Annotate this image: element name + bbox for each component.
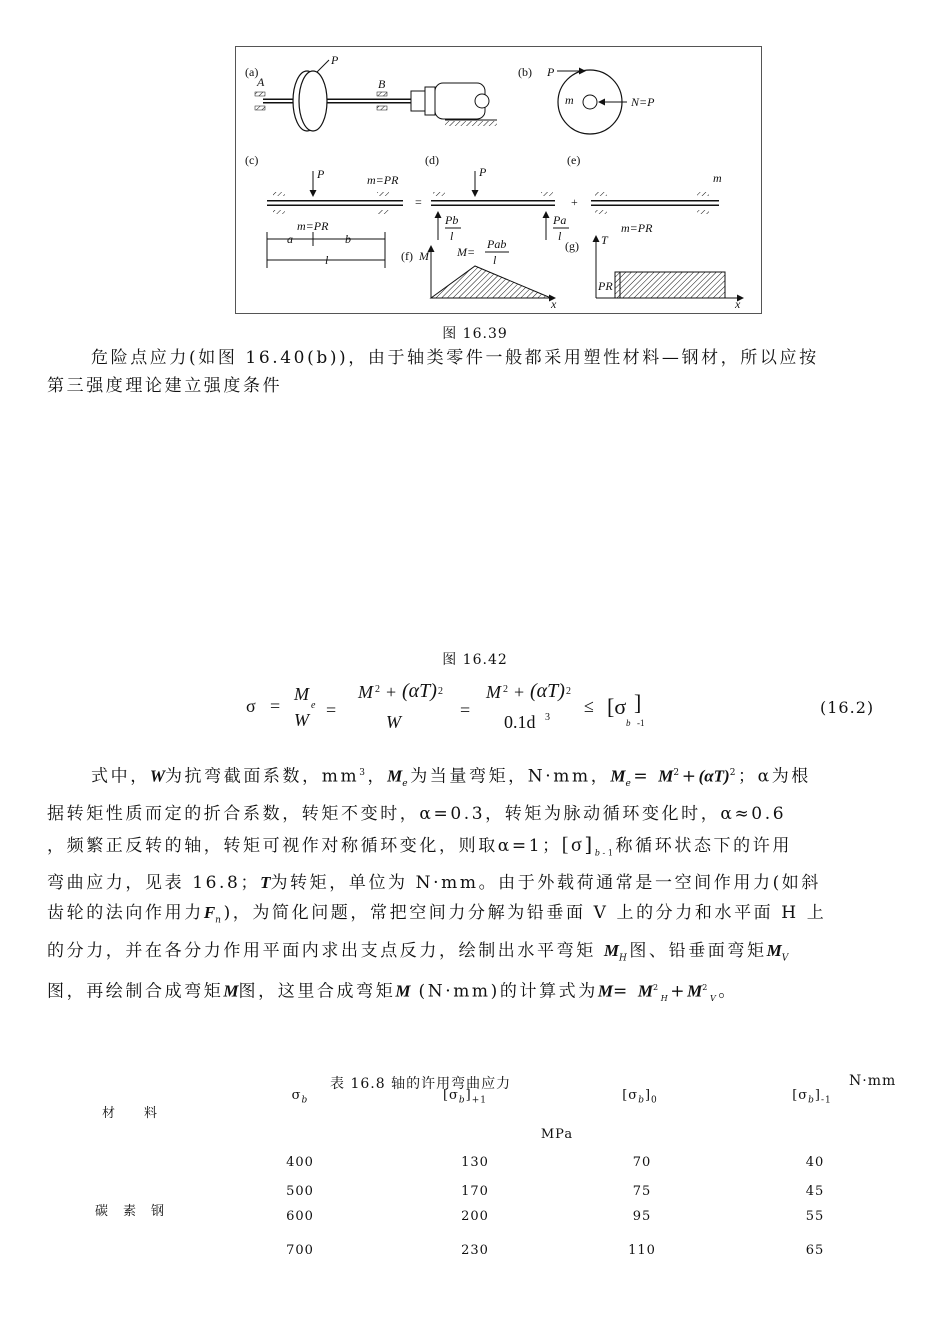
p2-l7-a: 图，再绘制合成弯矩 [47, 981, 224, 1002]
p2-l5-sub: n [215, 915, 224, 926]
label-x-f: x [551, 297, 557, 311]
formula-sigma: σ [246, 696, 256, 716]
formula-alphaT-2: (αT) [530, 680, 565, 702]
table-cell: 200 [461, 1209, 489, 1224]
p2-l1-M: M [387, 766, 403, 786]
header-allow-plus1 [405, 1088, 525, 1106]
table-cell: 40 [805, 1155, 825, 1170]
p2-l1-alphaT: (αT) [698, 766, 730, 786]
formula-sigma-allow: [σ [607, 694, 627, 719]
shaft-diagram-svg [235, 46, 762, 314]
p2-l6-a: 的分力，并在各分力作用平面内求出支点反力，绘制出水平弯矩 [47, 940, 596, 961]
formula-leq: ≤ [584, 696, 594, 716]
formula-M-2b: M [486, 682, 501, 702]
p2-l7-sq1: 2 [653, 983, 661, 993]
table-cell: 230 [461, 1243, 489, 1258]
label-Pa: Pa [553, 213, 567, 227]
header-material: 材 料 [101, 1106, 158, 1121]
formula-plus-2: + [514, 682, 525, 702]
p2-l4-a: 弯曲应力，见表 16.8； [47, 873, 261, 894]
p2-l1-e: ；α为根 [738, 766, 811, 787]
label-P-a: P [331, 53, 339, 67]
p2-l7-eq: = [613, 981, 630, 1002]
p2-l3-m1: -1 [602, 848, 616, 858]
p2-l6-b: 图、铅垂面弯矩 [629, 940, 767, 961]
p2-l5-F: F [203, 903, 216, 923]
paragraph-danger-point [47, 344, 907, 400]
p2-l6-MV: M [766, 940, 782, 960]
formula-16-2 [0, 672, 950, 742]
table-cell: 95 [632, 1209, 652, 1224]
p2-l7-M: M [223, 981, 239, 1001]
formula-sq-1: 2 [375, 684, 380, 695]
table-cell: 130 [461, 1155, 489, 1170]
header-sigma-b-symbol: σ [291, 1088, 302, 1103]
label-x-g: x [735, 297, 741, 311]
label-f: (f) [401, 249, 413, 263]
header-allow-0-sub: b [638, 1095, 645, 1106]
formula-e-sub: e [311, 700, 316, 711]
formula-sq-2: 2 [438, 686, 443, 697]
p2-l1-sup: 3 [359, 768, 368, 778]
header-allow-minus1-idx: -1 [821, 1095, 832, 1106]
formula-sq-4: 2 [566, 686, 571, 697]
label-PR-g: PR [598, 279, 613, 293]
label-Pab: Pab [487, 237, 507, 251]
label-b: (b) [518, 65, 532, 79]
label-M-eq: M= [457, 245, 476, 259]
p2-l3-b: b [594, 848, 603, 858]
p2-l1-plus: + [681, 766, 699, 787]
header-allow-plus1-idx: +1 [471, 1095, 488, 1106]
label-P-c: P [317, 167, 325, 181]
label-l-len: l [325, 253, 329, 267]
formula-eq2: = [326, 700, 337, 720]
label-l-d1: l [450, 229, 454, 243]
formula-minus1: -1 [637, 718, 645, 728]
header-sigma-b-sub: b [301, 1095, 309, 1106]
label-P-d: P [479, 165, 487, 179]
label-a-len: a [287, 232, 293, 246]
table-cell: 400 [286, 1155, 314, 1170]
p2-l1-sq2: 2 [729, 768, 739, 778]
formula-Me: M [294, 684, 309, 704]
formula-W2: W [386, 712, 401, 732]
table-cell: 45 [805, 1184, 825, 1199]
formula-d: 0.1d [504, 712, 536, 732]
p2-l7-b: 图，这里合成弯矩 [238, 981, 396, 1002]
p2-l7-MH: M [637, 981, 653, 1001]
p2-l3-sigma: [σ [561, 834, 585, 857]
table-title: 表 16.8 轴的许用弯曲应力 [330, 1076, 512, 1092]
material-carbon-steel: 碳 素 钢 [94, 1204, 165, 1219]
formula-alphaT-1: (αT) [402, 680, 437, 702]
formula-plus-1: + [386, 682, 397, 702]
p2-line2: 据转矩性质而定的折合系数，转矩不变时，α=0.3，转矩为脉动循环变化时，α≈0.6 [47, 804, 787, 825]
header-allow-plus1-sub: b [458, 1095, 466, 1106]
label-Pb: Pb [445, 213, 459, 227]
formula-eq3: = [460, 700, 471, 720]
table-cell: 70 [632, 1155, 652, 1170]
p2-l1-Me: M [610, 766, 626, 786]
header-unit-mpa: MPa [540, 1127, 574, 1142]
p2-l6-H: H [618, 953, 630, 964]
label-d: (d) [425, 153, 439, 167]
p2-l7-end: 。 [718, 981, 738, 1002]
p2-l1-b: 为抗弯截面系数，mm [164, 766, 360, 787]
p2-l7-M2: M [395, 981, 411, 1001]
formula-bracket-close: ] [634, 690, 642, 715]
p2-l3-b-text: 称循环状态下的许用 [615, 836, 792, 857]
label-eq: = [415, 195, 422, 209]
label-A: A [257, 75, 265, 89]
table-cell: 55 [805, 1209, 825, 1224]
p2-l7-V: V [709, 994, 719, 1004]
p2-l6-V: V [781, 953, 791, 964]
label-e: (e) [567, 153, 581, 167]
header-allow-minus1-sub: b [808, 1095, 815, 1106]
header-allow-plus1-symbol: [σ [442, 1088, 459, 1103]
p2-l1-sq: 2 [673, 768, 682, 778]
table-cell: 700 [286, 1243, 314, 1258]
formula-sq-3: 2 [503, 684, 508, 695]
p2-l1-e-sub2: e [625, 779, 634, 790]
header-allow-0-end: ] [644, 1088, 652, 1103]
p2-l1-c: ， [367, 766, 388, 787]
p2-l3-a: ，频繁正反转的轴，转矩可视作对称循环变化，则取α=1； [47, 836, 562, 857]
p2-l3-close: ] [584, 832, 595, 857]
header-allow-0-symbol: [σ [622, 1088, 639, 1103]
label-l-f: l [493, 253, 497, 267]
label-m-PR-c-bottom: m=PR [297, 219, 329, 233]
p2-l1-W: W [149, 766, 165, 786]
figure-caption-16-42: 图 16.42 [442, 652, 508, 668]
p2-l5-b: )，为简化问题，常把空间力分解为铅垂面 V 上的分力和水平面 H 上 [223, 903, 827, 924]
p2-l6-M: M [603, 940, 619, 960]
label-plus: + [571, 195, 578, 209]
p2-l4-b: 为转矩，单位为 N·mm。由于外载荷通常是一空间作用力(如斜 [270, 873, 822, 894]
table-cell: 65 [805, 1243, 825, 1258]
p2-l5-a: 齿轮的法向作用力 [47, 903, 204, 924]
header-allow-plus1-end: ] [465, 1088, 472, 1103]
label-P-b: P [547, 65, 555, 79]
label-M-f: M [419, 249, 429, 263]
table-cell: 170 [461, 1184, 489, 1199]
p2-l7-MV: M [687, 981, 703, 1001]
label-a: (a) [245, 65, 259, 79]
table-unit: N·mm [849, 1073, 897, 1089]
p2-l7-c: (N·mm)的计算式为 [418, 981, 598, 1002]
label-m-PR-c-top: m=PR [367, 173, 399, 187]
table-cell: 110 [628, 1243, 656, 1258]
label-b-len: b [345, 232, 351, 246]
header-sigma-b [240, 1088, 360, 1106]
table-cell: 75 [632, 1184, 652, 1199]
label-g: (g) [565, 239, 579, 253]
paragraph-explanation [47, 758, 907, 1014]
p2-l4-T: T [260, 873, 271, 893]
paragraph1-line2: 第三强度理论建立强度条件 [47, 376, 283, 396]
header-allow-minus1 [752, 1088, 872, 1106]
p2-l7-sq2: 2 [702, 983, 710, 993]
label-m-PR-e: m=PR [621, 221, 653, 235]
label-l-d2: l [558, 229, 562, 243]
equation-number: (16.2) [820, 698, 875, 717]
header-allow-minus1-symbol: [σ [792, 1088, 809, 1103]
p2-l1-M2: M [658, 766, 674, 786]
label-T-g: T [601, 233, 608, 247]
formula-cube: 3 [545, 712, 550, 723]
header-allow-0 [580, 1088, 700, 1106]
figure-shaft-diagram [235, 46, 762, 314]
label-m-b: m [565, 93, 574, 107]
formula-b-sub: b [626, 718, 631, 728]
label-m-e: m [713, 171, 722, 185]
paragraph1-line1: 危险点应力(如图 16.40(b))，由于轴类零件一般都采用塑性材料—钢材，所以应按 [91, 348, 819, 368]
label-c: (c) [245, 153, 259, 167]
table-cell: 600 [286, 1209, 314, 1224]
header-allow-0-idx: 0 [651, 1095, 658, 1106]
label-B: B [378, 77, 386, 91]
formula-M-2a: M [358, 682, 373, 702]
formula-W1: W [294, 710, 309, 730]
header-allow-minus1-end: ] [814, 1088, 821, 1103]
label-N-eq-P: N=P [631, 95, 655, 109]
p2-l1-e-sub: e [402, 779, 411, 790]
formula-eq1: = [270, 696, 281, 716]
table-cell: 500 [286, 1184, 314, 1199]
p2-l1-eq: = [633, 766, 651, 787]
p2-l7-H: H [660, 994, 671, 1004]
figure-caption-16-39: 图 16.39 [442, 326, 508, 342]
p2-l1-a: 式中， [91, 766, 150, 787]
p2-l7-plus: + [670, 981, 688, 1002]
p2-l1-d: 为当量弯矩，N·mm， [410, 766, 611, 787]
p2-l7-M3: M [597, 981, 613, 1001]
